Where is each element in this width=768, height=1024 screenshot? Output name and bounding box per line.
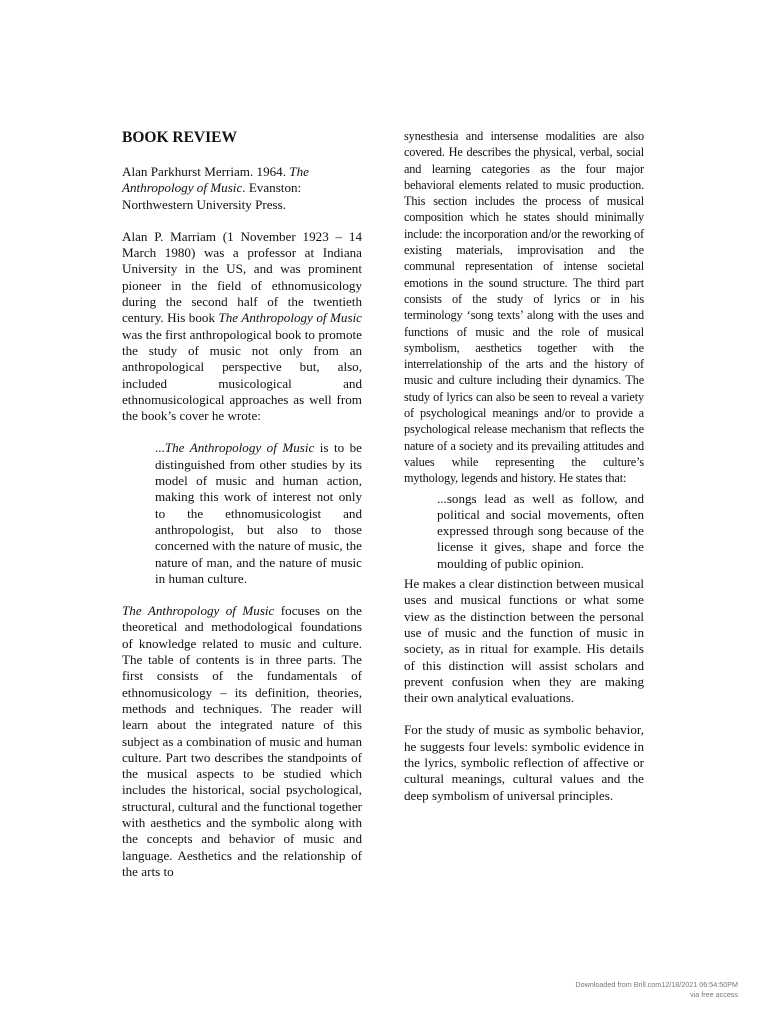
block-quote-cover (155, 440, 362, 587)
right-paragraph-3: For the study of music as symbolic behavior, he suggests four levels: symbolic evidence in the lyrics, symbolic reflection of affective or cultural meanings, cultural values and the deep symbolism of universal principles. (404, 722, 644, 803)
intro-paragraph (122, 229, 362, 425)
footer-access-line: via free access (690, 990, 738, 999)
right-paragraph-1: synesthesia and intersense modalities are also covered. He describes the physical, verbal, social and learning categories as the four major behavioral elements related to music production. This section includes the process of musical composition which he states should minimally include: the incorporation and/or the reworking of existing materials, improvisation and the communal representation of intense societal emotions in the sound structure. The third part consists of the study of lyrics or in his terminology ‘song texts’ along with the uses and functions of music and the role of musical symbolism, aesthetics together with the interrelationship of the arts and the history of music and culture including their dynamics. The study of lyrics can also be seen to reveal a variety of psychological meanings and/or to provide a psychological release mechanism that reflects the nature of a society and its prevailing attitudes and values while representing the culture’s mythology, legends and history. He states that: (404, 129, 644, 486)
intro-title: The Anthropology of Music (218, 310, 362, 326)
intro-before: Alan P. Marriam (1 November 1923 – 14 March 1980) was a professor at Indiana University in the US, and was prominent pioneer in the field of ethnomusicology during the second half of the twentieth century. His book (122, 228, 362, 326)
page-title: BOOK REVIEW (122, 129, 237, 146)
block-quote-songs: ...songs lead as well as follow, and political and social movements, often expressed through song because of the license it gives, shape and force the moulding of public opinion. (437, 490, 644, 571)
citation-title: The Anthropology of Music (122, 164, 309, 196)
download-footer (575, 980, 738, 1000)
right-column (404, 128, 644, 804)
para2-after: focuses on the theoretical and methodological foundations of knowledge related to music and culture. The table of contents is in three parts. The first consists of the fundamentals of ethnomusicology – its definition, theories, methods and techniques. The reader will learn about the integrated nature of this subject as a combination of music and human culture. Part two describes the standpoints of the musical aspects to be studied which includes the historical, social psychological, structural, cultural and the functional together with aesthetics and the symbolic along with the concepts and behavior of music and language. Aesthetics and the relationship of the arts to (122, 603, 362, 879)
right-paragraph-2: He makes a clear distinction between musical uses and musical functions or what some view as the distinction between the personal use of music and the function of music in society, as in ritual for example. His details of this distinction will assist scholars and prevent confusion when they are making their own analytical evaluations. (404, 576, 644, 706)
quote1-title: The Anthropology of Music (164, 440, 315, 456)
para2-title: The Anthropology of Music (122, 603, 275, 619)
intro-after: was the first anthropological book to promote the study of music not only from an anthropological perspective but, also, included musicological and ethnomusicological approaches as well from the book’s cover he wrote: (122, 326, 362, 424)
footer-download-line: Downloaded from Brill.com12/18/2021 06:54:50PM (575, 980, 738, 989)
left-column (122, 128, 362, 880)
quote1-after: is to be distinguished from other studies by its model of music and human action, making this work of interest not only to the ethnomusicologist and anthropologist, but also to those concerned with the nature of music, the nature of man, and the nature of music in human culture. (155, 440, 362, 586)
citation-prefix: Alan Parkhurst Merriam. 1964. (122, 164, 290, 179)
contents-paragraph (122, 603, 362, 880)
book-citation (122, 164, 362, 213)
citation-suffix: . Evanston: Northwestern University Press. (122, 180, 302, 212)
quote1-prefix: ... (155, 440, 165, 456)
